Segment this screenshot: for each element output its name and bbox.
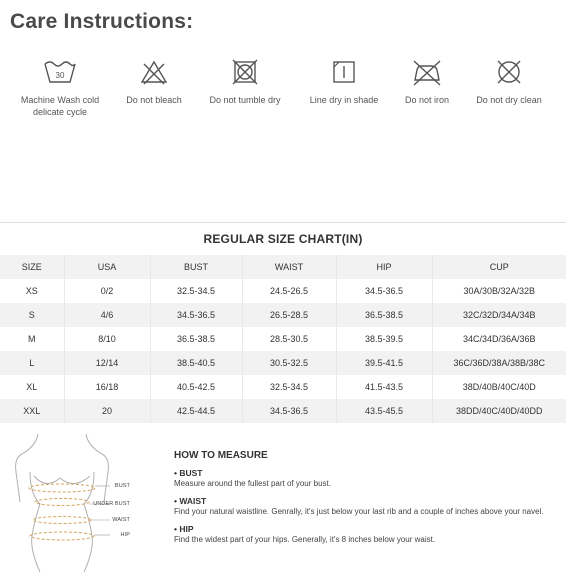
measure-text-waist: Find your natural waistline. Genrally, it's just below your last rib and a couple of inches above your navel. xyxy=(174,507,544,516)
column-header: BUST xyxy=(150,255,242,279)
no-tumble-dry-icon xyxy=(230,58,260,86)
care-icons-row xyxy=(0,58,580,128)
table-cell: 38D/40B/40C/40D xyxy=(462,382,536,392)
table-cell: 40.5-42.5 xyxy=(150,375,242,399)
measure-heading-waist: • WAIST xyxy=(174,496,207,506)
table-cell: 43.5-45.5 xyxy=(336,399,432,423)
table-cell: 8/10 xyxy=(64,327,150,351)
care-item-no-bleach xyxy=(114,58,194,106)
no-bleach-icon xyxy=(139,58,169,86)
figure-label-waist: WAIST xyxy=(112,517,130,523)
table-cell: L xyxy=(0,351,64,375)
table-cell: 34.5-36.5 xyxy=(150,303,242,327)
table-cell: 16/18 xyxy=(64,375,150,399)
care-label-no-dry-clean: Do not dry clean xyxy=(476,95,542,105)
table-cell: 34.5-36.5 xyxy=(242,399,336,423)
table-cell: XS xyxy=(0,279,64,303)
table-row xyxy=(0,399,566,423)
table-cell: 20 xyxy=(64,399,150,423)
how-to-measure-section xyxy=(174,450,574,552)
table-cell: 34C/34D/36A/36B xyxy=(462,334,536,344)
size-chart xyxy=(0,222,566,423)
table-cell: 34.5-36.5 xyxy=(336,279,432,303)
wash-temp-text: 30 xyxy=(55,71,65,80)
care-label-no-bleach: Do not bleach xyxy=(126,95,182,105)
measure-heading-bust: • BUST xyxy=(174,468,203,478)
table-cell: 38DD/40C/40D/40DD xyxy=(455,406,543,416)
care-item-line-dry xyxy=(298,58,390,106)
table-cell: 24.5-26.5 xyxy=(242,279,336,303)
line-dry-shade-icon xyxy=(329,58,359,86)
table-cell: 32C/32D/34A/34B xyxy=(462,310,536,320)
measure-text-bust: Measure around the fullest part of your bust. xyxy=(174,479,331,488)
care-label-wash: Machine Wash cold delicate cycle xyxy=(20,95,100,117)
care-label-no-tumble-dry: Do not tumble dry xyxy=(209,95,281,105)
table-cell: 38.5-39.5 xyxy=(336,327,432,351)
measure-text-hip: Find the widest part of your hips. Generally, it's 8 inches below your waist. xyxy=(174,535,436,544)
table-cell: XL xyxy=(0,375,64,399)
size-chart-table xyxy=(0,255,566,423)
table-cell: 4/6 xyxy=(64,303,150,327)
table-cell: 12/14 xyxy=(64,351,150,375)
table-cell: 41.5-43.5 xyxy=(336,375,432,399)
table-cell: 32.5-34.5 xyxy=(242,375,336,399)
care-instructions-title: Care Instructions: xyxy=(10,10,194,33)
no-dry-clean-icon xyxy=(494,58,524,86)
table-row xyxy=(0,351,566,375)
column-header: WAIST xyxy=(242,255,336,279)
care-item-wash xyxy=(8,58,112,118)
wash-30-icon xyxy=(42,58,78,86)
column-header: SIZE xyxy=(0,255,64,279)
care-item-no-tumble-dry xyxy=(196,58,294,106)
table-header-row xyxy=(0,255,566,279)
table-row xyxy=(0,279,566,303)
measure-heading-hip: • HIP xyxy=(174,524,194,534)
table-cell: 32.5-34.5 xyxy=(150,279,242,303)
table-row xyxy=(0,303,566,327)
table-cell: 42.5-44.5 xyxy=(150,399,242,423)
how-to-measure-title: HOW TO MEASURE xyxy=(174,450,268,461)
table-row xyxy=(0,327,566,351)
table-cell: 0/2 xyxy=(64,279,150,303)
column-header: USA xyxy=(64,255,150,279)
table-cell: 28.5-30.5 xyxy=(242,327,336,351)
table-cell: 26.5-28.5 xyxy=(242,303,336,327)
figure-label-hip: HIP xyxy=(120,532,130,538)
table-cell: XXL xyxy=(0,399,64,423)
table-cell: 36C/36D/38A/38B/38C xyxy=(453,358,546,368)
table-cell: 30A/30B/32A/32B xyxy=(463,286,536,296)
care-label-no-iron: Do not iron xyxy=(404,95,450,105)
table-cell: S xyxy=(0,303,64,327)
size-chart-title: REGULAR SIZE CHART(IN) xyxy=(203,232,363,246)
column-header: HIP xyxy=(336,255,432,279)
table-cell: 30.5-32.5 xyxy=(242,351,336,375)
table-row xyxy=(0,375,566,399)
care-item-no-iron xyxy=(394,58,460,106)
table-cell: 38.5-40.5 xyxy=(150,351,242,375)
table-cell: 36.5-38.5 xyxy=(150,327,242,351)
table-cell: 36.5-38.5 xyxy=(336,303,432,327)
figure-label-under-bust: UNDER BUST xyxy=(93,501,130,507)
figure-label-bust: BUST xyxy=(114,483,130,489)
column-header: CUP xyxy=(489,262,509,272)
table-cell: M xyxy=(0,327,64,351)
no-iron-icon xyxy=(411,58,443,86)
care-item-no-dry-clean xyxy=(464,58,554,106)
body-measure-figure xyxy=(0,432,160,580)
table-cell: 39.5-41.5 xyxy=(336,351,432,375)
care-label-line-dry: Line dry in shade xyxy=(309,95,379,105)
